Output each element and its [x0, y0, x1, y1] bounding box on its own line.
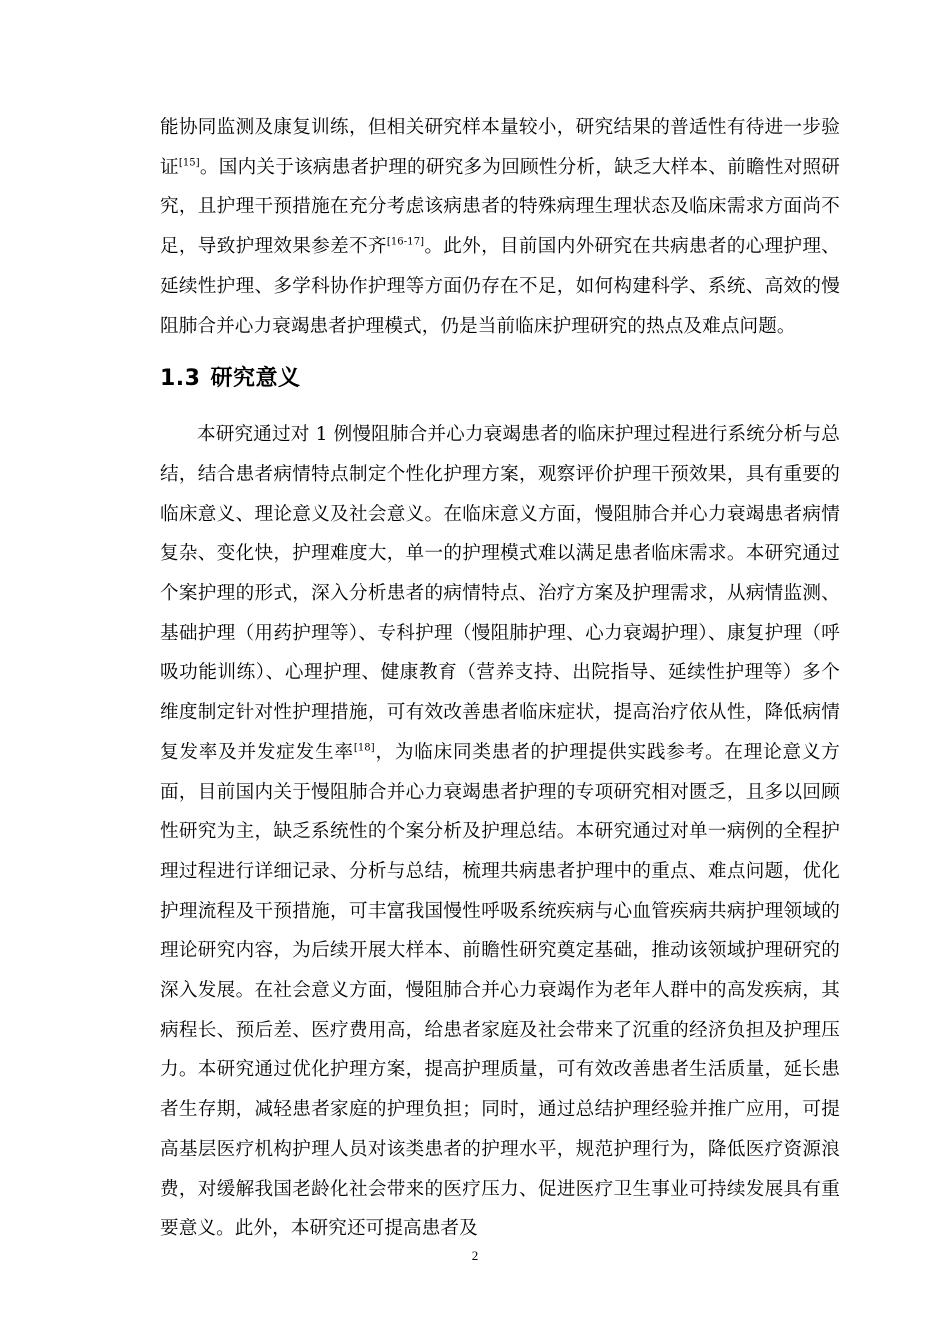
paragraph-text: 本研究通过对 1 例慢阻肺合并心力衰竭患者的临床护理过程进行系统分析与总结，结合患者病情特点制定个性化护理方案，观察评价护理干预效果，具有重要的临床意义、理论意义及社会意义。在临床意义方面，慢阻肺合并心力衰竭患者病情复杂、变化快，护理难度大，单一的护理模式难以满足患者临床需求。本研究通过个案护理的形式，深入分析患者的病情特点、治疗方案及护理需求，从病情监测、基础护理（用药护理等）、专科护理（慢阻肺护理、心力衰竭护理）、康复护理（呼吸功能训练）、心理护理、健康教育（营养支持、出院指导、延续性护理等）多个维度制定针对性护理措施，可有效改善患者临床症状，提高治疗依从性，降低病情复发率及并发症发生率: [160, 424, 840, 763]
paragraph-text: ，为临床同类患者的护理提供实践参考。在理论意义方面，目前国内关于慢阻肺合并心力衰竭患者护理的专项研究相对匮乏，且多以回顾性研究为主，缺乏系统性的个案分析及护理总结。本研究通过对单一病例的全程护理过程进行详细记录、分析与总结，梳理共病患者护理中的重点、难点问题，优化护理流程及干预措施，可丰富我国慢性呼吸系统疾病与心血管疾病共病护理领域的理论研究内容，为后续开展大样本、前瞻性研究奠定基础，推动该领域护理研究的深入发展。在社会意义方面，慢阻肺合并心力衰竭作为老年人群中的高发疾病，其病程长、预后差、医疗费用高，给患者家庭及社会带来了沉重的经济负担及护理压力。本研究通过优化护理方案，提高护理质量，可有效改善患者生活质量，延长患者生存期，减轻患者家庭的护理负担；同时，通过总结护理经验并推广应用，可提高基层医疗机构护理人员对该类患者的护理水平，规范护理行为，降低医疗资源浪费，对缓解我国老龄化社会带来的医疗压力、促进医疗卫生事业可持续发展具有重要意义。此外，本研究还可提高患者及: [160, 741, 840, 1240]
paragraph-text: 。国内关于该病患者护理的研究多为回顾性分析，缺乏大样本、前瞻性对照研究，且护理干预措施在充分考虑该病患者的特殊病理生理状态及临床需求方面尚不足，导致护理效果参差不齐: [160, 156, 840, 258]
section-number: 1.3: [160, 366, 201, 392]
paragraph-text: 能协同监测及康复训练，但相关研究样本量较小，研究结果的普适性有待进一步验证: [160, 117, 840, 178]
section-title: 研究意义: [210, 366, 301, 392]
page-number: 2: [471, 1248, 479, 1263]
paragraph-research-status: [160, 108, 840, 346]
paragraph-research-significance: [160, 415, 840, 1249]
citation: [18]: [353, 742, 375, 754]
citation: [15]: [178, 157, 200, 169]
citation: [16-17]: [386, 236, 425, 248]
section-heading: [160, 365, 840, 393]
paragraph-text: 。此外，目前国内外研究在共病患者的心理护理、延续性护理、多学科协作护理等方面仍存在不足，如何构建科学、系统、高效的慢阻肺合并心力衰竭患者护理模式，仍是当前临床护理研究的热点及难点问题。: [160, 236, 841, 337]
document-body: [160, 108, 840, 1249]
